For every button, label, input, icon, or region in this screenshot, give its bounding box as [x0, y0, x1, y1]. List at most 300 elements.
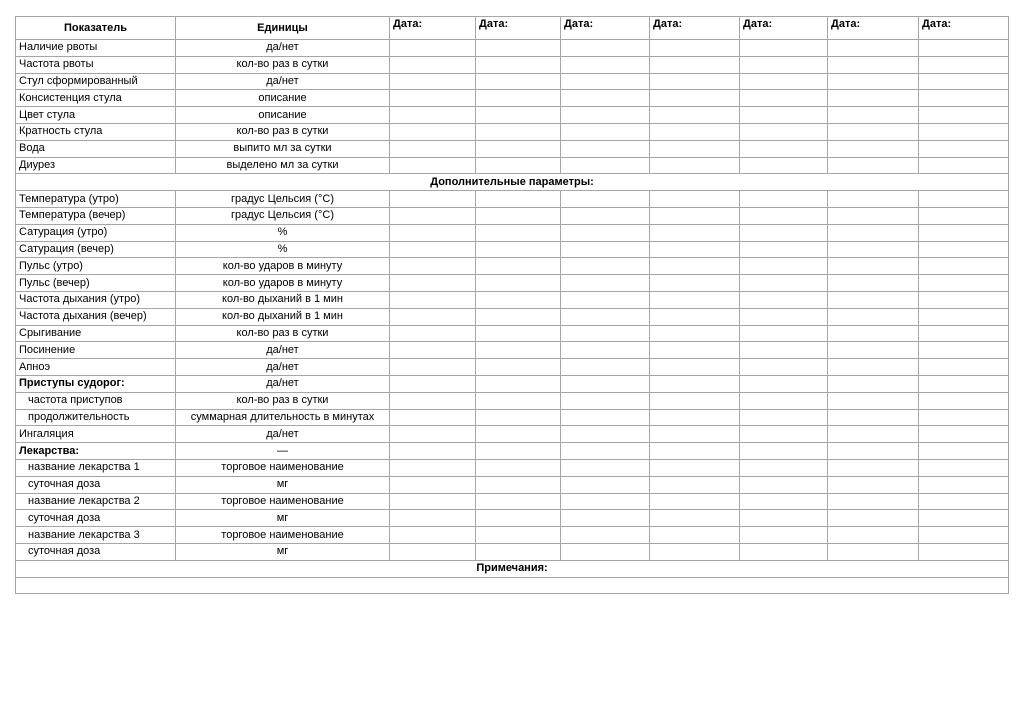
- value-cell[interactable]: [919, 291, 1009, 308]
- value-cell[interactable]: [390, 426, 476, 443]
- value-cell[interactable]: [740, 476, 828, 493]
- value-cell[interactable]: [740, 325, 828, 342]
- value-cell[interactable]: [390, 107, 476, 124]
- additional-section-header: [16, 174, 1009, 191]
- parameter-label: Сатурация (вечер): [16, 241, 176, 258]
- parameter-label: Апноэ: [16, 359, 176, 376]
- value-cell[interactable]: [828, 443, 919, 460]
- value-cell[interactable]: [476, 459, 561, 476]
- additional-row: [16, 342, 1009, 359]
- value-cell[interactable]: [561, 73, 650, 90]
- value-cell[interactable]: [740, 140, 828, 157]
- value-cell[interactable]: [561, 426, 650, 443]
- additional-row: [16, 375, 1009, 392]
- value-cell[interactable]: [476, 308, 561, 325]
- parameter-label: частота приступов: [16, 392, 176, 409]
- value-cell[interactable]: [390, 543, 476, 560]
- value-cell[interactable]: [476, 291, 561, 308]
- main-row: [16, 56, 1009, 73]
- parameter-label: Ингаляция: [16, 426, 176, 443]
- value-cell[interactable]: [919, 443, 1009, 460]
- additional-parameters: [16, 191, 1009, 561]
- parameter-label: Наличие рвоты: [16, 40, 176, 57]
- value-cell[interactable]: [390, 73, 476, 90]
- value-cell[interactable]: [740, 375, 828, 392]
- parameter-units: кол-во раз в сутки: [176, 123, 390, 140]
- parameter-units: градус Цельсия (°С): [176, 207, 390, 224]
- value-cell[interactable]: [828, 157, 919, 174]
- value-cell[interactable]: [740, 426, 828, 443]
- header-indicator: Показатель: [16, 17, 176, 40]
- value-cell[interactable]: [390, 258, 476, 275]
- value-cell[interactable]: [650, 191, 740, 208]
- notes-area[interactable]: [16, 577, 1009, 594]
- value-cell[interactable]: [650, 443, 740, 460]
- value-cell[interactable]: [919, 90, 1009, 107]
- value-cell[interactable]: [828, 90, 919, 107]
- parameter-units: кол-во ударов в минуту: [176, 275, 390, 292]
- value-cell[interactable]: [561, 409, 650, 426]
- additional-row: [16, 191, 1009, 208]
- header-date-6: Дата:: [828, 17, 919, 40]
- value-cell[interactable]: [919, 73, 1009, 90]
- value-cell[interactable]: [476, 207, 561, 224]
- parameter-units: мг: [176, 476, 390, 493]
- value-cell[interactable]: [828, 342, 919, 359]
- value-cell[interactable]: [740, 73, 828, 90]
- parameter-units: %: [176, 224, 390, 241]
- value-cell[interactable]: [476, 107, 561, 124]
- main-parameters: [16, 40, 1009, 174]
- value-cell[interactable]: [390, 40, 476, 57]
- value-cell[interactable]: [828, 308, 919, 325]
- header-date-3: Дата:: [561, 17, 650, 40]
- monitoring-sheet: [15, 16, 1008, 709]
- additional-row: [16, 409, 1009, 426]
- value-cell[interactable]: [828, 258, 919, 275]
- additional-row: [16, 527, 1009, 544]
- parameter-label: Срыгивание: [16, 325, 176, 342]
- value-cell[interactable]: [919, 241, 1009, 258]
- parameter-label: Лекарства:: [16, 443, 176, 460]
- value-cell[interactable]: [476, 392, 561, 409]
- value-cell[interactable]: [740, 207, 828, 224]
- value-cell[interactable]: [828, 543, 919, 560]
- value-cell[interactable]: [390, 359, 476, 376]
- value-cell[interactable]: [650, 308, 740, 325]
- value-cell[interactable]: [919, 342, 1009, 359]
- additional-row: [16, 258, 1009, 275]
- value-cell[interactable]: [390, 476, 476, 493]
- parameter-units: кол-во ударов в минуту: [176, 258, 390, 275]
- main-row: [16, 73, 1009, 90]
- value-cell[interactable]: [828, 241, 919, 258]
- additional-parameters-title: Дополнительные параметры:: [16, 174, 1009, 191]
- notes-title: Примечания:: [16, 560, 1009, 577]
- value-cell[interactable]: [561, 191, 650, 208]
- parameter-units: %: [176, 241, 390, 258]
- value-cell[interactable]: [650, 375, 740, 392]
- value-cell[interactable]: [740, 291, 828, 308]
- value-cell[interactable]: [740, 241, 828, 258]
- value-cell[interactable]: [740, 123, 828, 140]
- value-cell[interactable]: [650, 527, 740, 544]
- main-row: [16, 140, 1009, 157]
- parameter-units: суммарная длительность в минутах: [176, 409, 390, 426]
- parameter-units: да/нет: [176, 40, 390, 57]
- value-cell[interactable]: [919, 308, 1009, 325]
- value-cell[interactable]: [650, 258, 740, 275]
- value-cell[interactable]: [740, 392, 828, 409]
- value-cell[interactable]: [561, 291, 650, 308]
- value-cell[interactable]: [650, 157, 740, 174]
- value-cell[interactable]: [650, 40, 740, 57]
- value-cell[interactable]: [390, 140, 476, 157]
- value-cell[interactable]: [561, 510, 650, 527]
- value-cell[interactable]: [828, 493, 919, 510]
- value-cell[interactable]: [740, 275, 828, 292]
- value-cell[interactable]: [561, 107, 650, 124]
- value-cell[interactable]: [740, 459, 828, 476]
- value-cell[interactable]: [476, 241, 561, 258]
- value-cell[interactable]: [650, 392, 740, 409]
- value-cell[interactable]: [919, 107, 1009, 124]
- parameter-units: описание: [176, 90, 390, 107]
- value-cell[interactable]: [919, 191, 1009, 208]
- value-cell[interactable]: [919, 409, 1009, 426]
- value-cell[interactable]: [476, 409, 561, 426]
- value-cell[interactable]: [828, 527, 919, 544]
- parameter-label: Частота дыхания (вечер): [16, 308, 176, 325]
- value-cell[interactable]: [476, 140, 561, 157]
- value-cell[interactable]: [476, 157, 561, 174]
- parameter-units: выделено мл за сутки: [176, 157, 390, 174]
- value-cell[interactable]: [390, 157, 476, 174]
- additional-row: [16, 275, 1009, 292]
- value-cell[interactable]: [561, 275, 650, 292]
- value-cell[interactable]: [828, 426, 919, 443]
- value-cell[interactable]: [919, 40, 1009, 57]
- value-cell[interactable]: [828, 291, 919, 308]
- parameter-label: название лекарства 1: [16, 459, 176, 476]
- value-cell[interactable]: [561, 392, 650, 409]
- value-cell[interactable]: [390, 207, 476, 224]
- parameter-units: кол-во дыханий в 1 мин: [176, 291, 390, 308]
- value-cell[interactable]: [740, 443, 828, 460]
- value-cell[interactable]: [476, 73, 561, 90]
- value-cell[interactable]: [561, 241, 650, 258]
- main-row: [16, 123, 1009, 140]
- value-cell[interactable]: [919, 375, 1009, 392]
- value-cell[interactable]: [561, 527, 650, 544]
- value-cell[interactable]: [561, 224, 650, 241]
- value-cell[interactable]: [476, 123, 561, 140]
- additional-row: [16, 359, 1009, 376]
- value-cell[interactable]: [390, 493, 476, 510]
- main-row: [16, 157, 1009, 174]
- additional-row: [16, 443, 1009, 460]
- value-cell[interactable]: [650, 476, 740, 493]
- parameter-label: Цвет стула: [16, 107, 176, 124]
- value-cell[interactable]: [650, 90, 740, 107]
- value-cell[interactable]: [919, 493, 1009, 510]
- value-cell[interactable]: [740, 258, 828, 275]
- value-cell[interactable]: [561, 308, 650, 325]
- parameter-units: кол-во раз в сутки: [176, 56, 390, 73]
- value-cell[interactable]: [919, 359, 1009, 376]
- value-cell[interactable]: [650, 409, 740, 426]
- value-cell[interactable]: [740, 510, 828, 527]
- header-date-1: Дата:: [390, 17, 476, 40]
- parameter-units: градус Цельсия (°С): [176, 191, 390, 208]
- additional-row: [16, 325, 1009, 342]
- value-cell[interactable]: [919, 56, 1009, 73]
- parameter-label: Частота рвоты: [16, 56, 176, 73]
- value-cell[interactable]: [740, 90, 828, 107]
- value-cell[interactable]: [476, 443, 561, 460]
- value-cell[interactable]: [828, 476, 919, 493]
- parameter-label: Приступы судорог:: [16, 375, 176, 392]
- value-cell[interactable]: [919, 157, 1009, 174]
- value-cell[interactable]: [650, 291, 740, 308]
- value-cell[interactable]: [476, 90, 561, 107]
- value-cell[interactable]: [650, 207, 740, 224]
- value-cell[interactable]: [476, 493, 561, 510]
- value-cell[interactable]: [740, 493, 828, 510]
- value-cell[interactable]: [561, 123, 650, 140]
- value-cell[interactable]: [561, 359, 650, 376]
- value-cell[interactable]: [650, 459, 740, 476]
- value-cell[interactable]: [828, 459, 919, 476]
- value-cell[interactable]: [561, 90, 650, 107]
- value-cell[interactable]: [650, 123, 740, 140]
- value-cell[interactable]: [919, 140, 1009, 157]
- additional-row: [16, 291, 1009, 308]
- value-cell[interactable]: [919, 123, 1009, 140]
- header-date-4: Дата:: [650, 17, 740, 40]
- value-cell[interactable]: [919, 476, 1009, 493]
- value-cell[interactable]: [919, 258, 1009, 275]
- header-date-5: Дата:: [740, 17, 828, 40]
- parameter-label: суточная доза: [16, 510, 176, 527]
- value-cell[interactable]: [561, 325, 650, 342]
- header-row: [16, 17, 1009, 40]
- parameter-units: мг: [176, 510, 390, 527]
- parameter-label: название лекарства 3: [16, 527, 176, 544]
- value-cell[interactable]: [390, 510, 476, 527]
- value-cell[interactable]: [919, 392, 1009, 409]
- value-cell[interactable]: [919, 275, 1009, 292]
- header-date-7: Дата:: [919, 17, 1009, 40]
- parameter-label: Температура (утро): [16, 191, 176, 208]
- value-cell[interactable]: [476, 275, 561, 292]
- parameter-units: описание: [176, 107, 390, 124]
- value-cell[interactable]: [390, 123, 476, 140]
- value-cell[interactable]: [740, 342, 828, 359]
- value-cell[interactable]: [390, 443, 476, 460]
- value-cell[interactable]: [828, 207, 919, 224]
- value-cell[interactable]: [650, 275, 740, 292]
- parameter-units: торговое наименование: [176, 493, 390, 510]
- value-cell[interactable]: [740, 543, 828, 560]
- value-cell[interactable]: [650, 493, 740, 510]
- value-cell[interactable]: [561, 459, 650, 476]
- value-cell[interactable]: [476, 325, 561, 342]
- value-cell[interactable]: [650, 510, 740, 527]
- parameter-label: Вода: [16, 140, 176, 157]
- additional-row: [16, 426, 1009, 443]
- value-cell[interactable]: [650, 107, 740, 124]
- parameter-units: кол-во раз в сутки: [176, 392, 390, 409]
- parameter-units: мг: [176, 543, 390, 560]
- value-cell[interactable]: [390, 308, 476, 325]
- value-cell[interactable]: [561, 493, 650, 510]
- value-cell[interactable]: [650, 140, 740, 157]
- value-cell[interactable]: [828, 107, 919, 124]
- value-cell[interactable]: [650, 224, 740, 241]
- value-cell[interactable]: [476, 527, 561, 544]
- value-cell[interactable]: [740, 107, 828, 124]
- value-cell[interactable]: [919, 207, 1009, 224]
- value-cell[interactable]: [740, 56, 828, 73]
- value-cell[interactable]: [828, 123, 919, 140]
- value-cell[interactable]: [561, 342, 650, 359]
- value-cell[interactable]: [390, 459, 476, 476]
- value-cell[interactable]: [828, 375, 919, 392]
- value-cell[interactable]: [476, 258, 561, 275]
- header-date-2: Дата:: [476, 17, 561, 40]
- value-cell[interactable]: [919, 325, 1009, 342]
- value-cell[interactable]: [828, 359, 919, 376]
- value-cell[interactable]: [650, 426, 740, 443]
- value-cell[interactable]: [476, 56, 561, 73]
- value-cell[interactable]: [828, 40, 919, 57]
- additional-row: [16, 207, 1009, 224]
- value-cell[interactable]: [476, 375, 561, 392]
- value-cell[interactable]: [919, 459, 1009, 476]
- parameter-label: Кратность стула: [16, 123, 176, 140]
- value-cell[interactable]: [650, 342, 740, 359]
- value-cell[interactable]: [561, 207, 650, 224]
- value-cell[interactable]: [740, 359, 828, 376]
- value-cell[interactable]: [390, 527, 476, 544]
- value-cell[interactable]: [650, 241, 740, 258]
- value-cell[interactable]: [390, 392, 476, 409]
- value-cell[interactable]: [828, 392, 919, 409]
- value-cell[interactable]: [390, 375, 476, 392]
- value-cell[interactable]: [828, 73, 919, 90]
- value-cell[interactable]: [650, 73, 740, 90]
- parameter-label: название лекарства 2: [16, 493, 176, 510]
- value-cell[interactable]: [390, 342, 476, 359]
- additional-row: [16, 493, 1009, 510]
- value-cell[interactable]: [828, 409, 919, 426]
- value-cell[interactable]: [650, 359, 740, 376]
- value-cell[interactable]: [561, 476, 650, 493]
- value-cell[interactable]: [476, 543, 561, 560]
- value-cell[interactable]: [561, 443, 650, 460]
- value-cell[interactable]: [561, 543, 650, 560]
- value-cell[interactable]: [476, 476, 561, 493]
- value-cell[interactable]: [828, 191, 919, 208]
- value-cell[interactable]: [828, 224, 919, 241]
- value-cell[interactable]: [828, 325, 919, 342]
- value-cell[interactable]: [561, 56, 650, 73]
- parameter-label: Сатурация (утро): [16, 224, 176, 241]
- value-cell[interactable]: [390, 191, 476, 208]
- value-cell[interactable]: [828, 56, 919, 73]
- parameter-label: Пульс (утро): [16, 258, 176, 275]
- value-cell[interactable]: [561, 258, 650, 275]
- value-cell[interactable]: [740, 40, 828, 57]
- value-cell[interactable]: [476, 40, 561, 57]
- parameter-units: да/нет: [176, 342, 390, 359]
- main-row: [16, 107, 1009, 124]
- value-cell[interactable]: [390, 275, 476, 292]
- parameter-units: торговое наименование: [176, 459, 390, 476]
- value-cell[interactable]: [390, 291, 476, 308]
- value-cell[interactable]: [740, 409, 828, 426]
- value-cell[interactable]: [740, 191, 828, 208]
- header-units: Единицы: [176, 17, 390, 40]
- additional-row: [16, 308, 1009, 325]
- value-cell[interactable]: [390, 409, 476, 426]
- additional-row: [16, 392, 1009, 409]
- value-cell[interactable]: [828, 275, 919, 292]
- additional-row: [16, 476, 1009, 493]
- value-cell[interactable]: [740, 308, 828, 325]
- value-cell[interactable]: [919, 543, 1009, 560]
- value-cell[interactable]: [828, 510, 919, 527]
- value-cell[interactable]: [561, 140, 650, 157]
- additional-row: [16, 510, 1009, 527]
- value-cell[interactable]: [740, 527, 828, 544]
- value-cell[interactable]: [561, 375, 650, 392]
- value-cell[interactable]: [476, 510, 561, 527]
- value-cell[interactable]: [919, 224, 1009, 241]
- value-cell[interactable]: [476, 224, 561, 241]
- value-cell[interactable]: [740, 224, 828, 241]
- value-cell[interactable]: [476, 191, 561, 208]
- value-cell[interactable]: [919, 426, 1009, 443]
- value-cell[interactable]: [650, 56, 740, 73]
- additional-row: [16, 241, 1009, 258]
- additional-row: [16, 543, 1009, 560]
- main-row: [16, 90, 1009, 107]
- value-cell[interactable]: [476, 426, 561, 443]
- value-cell[interactable]: [390, 325, 476, 342]
- value-cell[interactable]: [561, 40, 650, 57]
- value-cell[interactable]: [919, 527, 1009, 544]
- value-cell[interactable]: [828, 140, 919, 157]
- value-cell[interactable]: [561, 157, 650, 174]
- value-cell[interactable]: [650, 325, 740, 342]
- parameter-units: выпито мл за сутки: [176, 140, 390, 157]
- parameter-units: да/нет: [176, 359, 390, 376]
- parameter-units: да/нет: [176, 375, 390, 392]
- value-cell[interactable]: [919, 510, 1009, 527]
- value-cell[interactable]: [476, 342, 561, 359]
- value-cell[interactable]: [650, 543, 740, 560]
- value-cell[interactable]: [476, 359, 561, 376]
- parameter-units: кол-во раз в сутки: [176, 325, 390, 342]
- value-cell[interactable]: [390, 56, 476, 73]
- value-cell[interactable]: [740, 157, 828, 174]
- value-cell[interactable]: [390, 241, 476, 258]
- value-cell[interactable]: [390, 90, 476, 107]
- value-cell[interactable]: [390, 224, 476, 241]
- parameter-label: Пульс (вечер): [16, 275, 176, 292]
